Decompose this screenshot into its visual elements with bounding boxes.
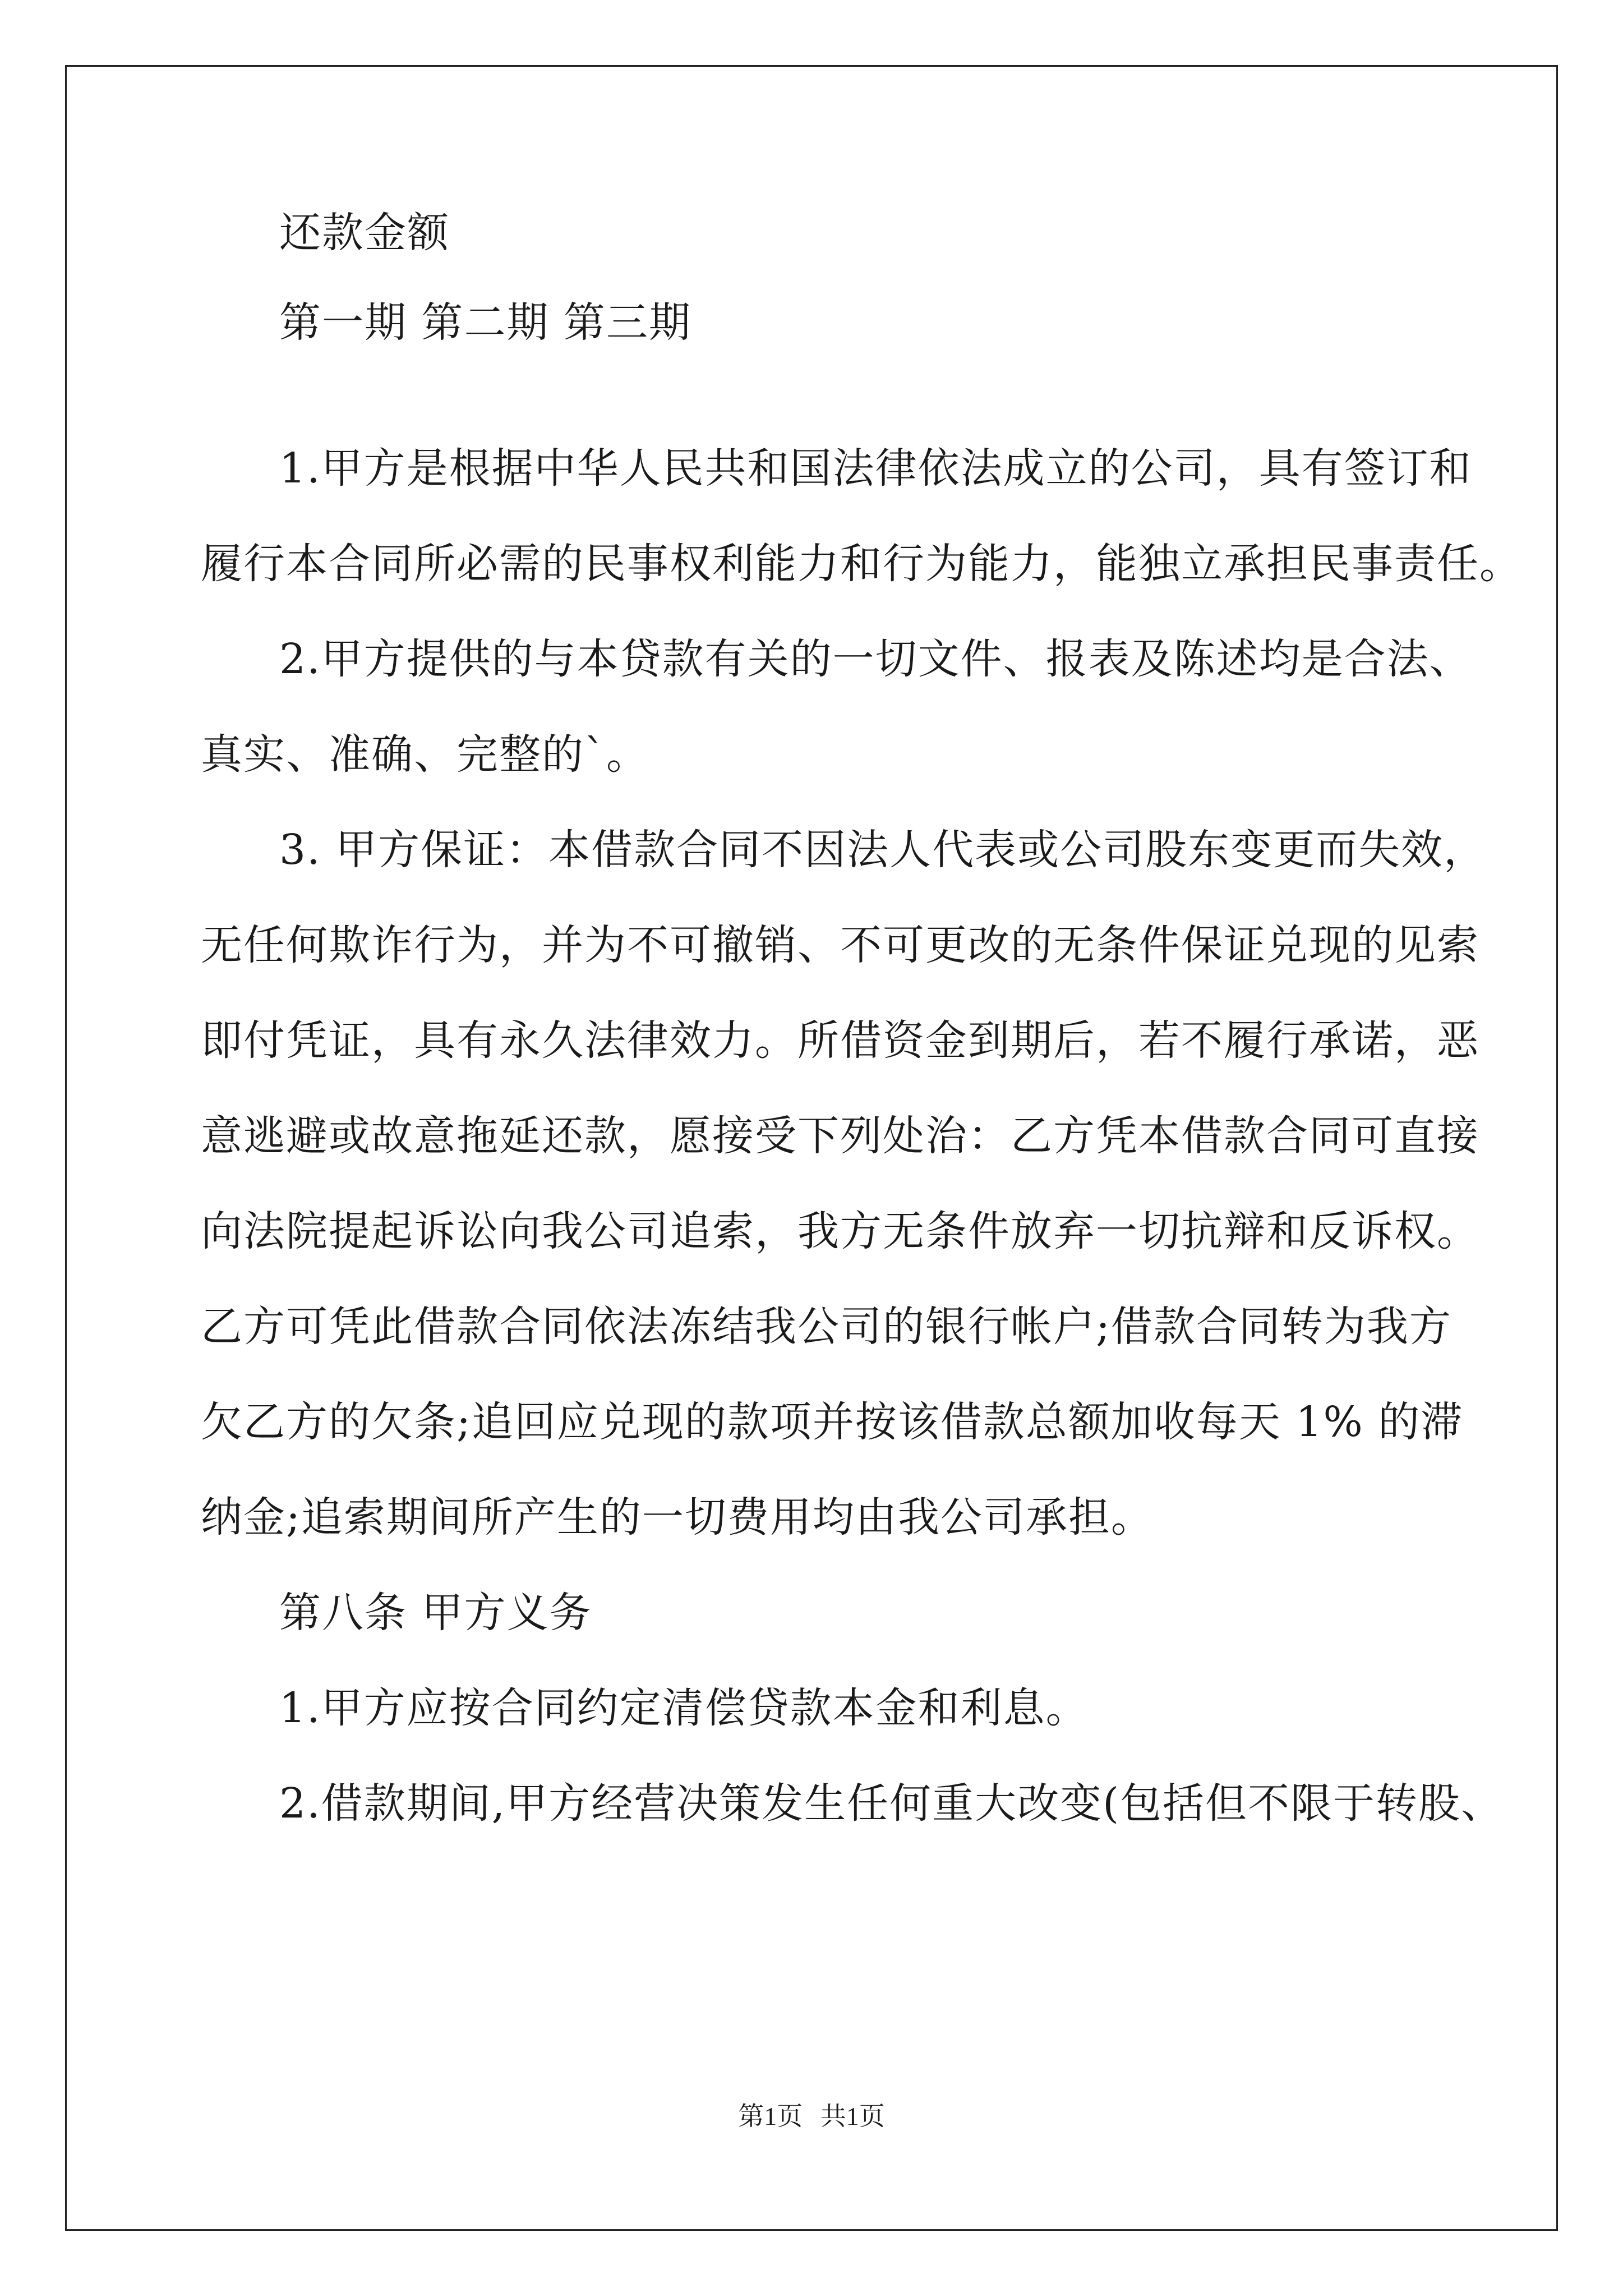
line-periods: 第一期 第二期 第三期: [279, 298, 692, 347]
page-number: 第1页: [738, 2102, 803, 2131]
page-total: 共1页: [820, 2102, 885, 2131]
obligation-2: 2.借款期间,甲方经营决策发生任何重大改变(包括但不限于转股、: [279, 1779, 1504, 1828]
page-footer: [0, 2096, 1623, 2133]
paragraph-3-line-5: 向法院提起诉讼向我公司追索，我方无条件放弃一切抗辩和反诉权。: [201, 1207, 1479, 1255]
paragraph-3-line-4: 意逃避或故意拖延还款，愿接受下列处治：乙方凭本借款合同可直接: [201, 1112, 1479, 1160]
paragraph-2-line-1: 2.甲方提供的与本贷款有关的一切文件、报表及陈述均是合法、: [279, 635, 1472, 683]
paragraph-3-line-6: 乙方可凭此借款合同依法冻结我公司的银行帐户;借款合同转为我方: [201, 1303, 1452, 1351]
paragraph-1-line-1: 1.甲方是根据中华人民共和国法律依法成立的公司，具有签订和: [279, 444, 1472, 493]
obligation-1: 1.甲方应按合同约定清偿贷款本金和利息。: [279, 1684, 1089, 1732]
paragraph-3-line-7: 欠乙方的欠条;追回应兑现的款项并按该借款总额加收每天 1% 的滞: [201, 1398, 1464, 1446]
paragraph-3-line-1: 3. 甲方保证：本借款合同不因法人代表或公司股东变更而失效，: [279, 826, 1487, 874]
paragraph-3-line-3: 即付凭证，具有永久法律效力。所借资金到期后，若不履行承诺，恶: [201, 1016, 1479, 1065]
paragraph-3-line-8: 纳金;追索期间所产生的一切费用均由我公司承担。: [201, 1493, 1154, 1542]
paragraph-1-line-2: 履行本合同所必需的民事权利能力和行为能力，能独立承担民事责任。: [201, 540, 1522, 588]
paragraph-3-line-2: 无任何欺诈行为，并为不可撤销、不可更改的无条件保证兑现的见索: [201, 921, 1479, 969]
line-repayment-amount: 还款金额: [279, 209, 450, 257]
section-heading-article-8: 第八条 甲方义务: [279, 1589, 592, 1637]
paragraph-2-line-2: 真实、准确、完整的`。: [201, 730, 649, 779]
